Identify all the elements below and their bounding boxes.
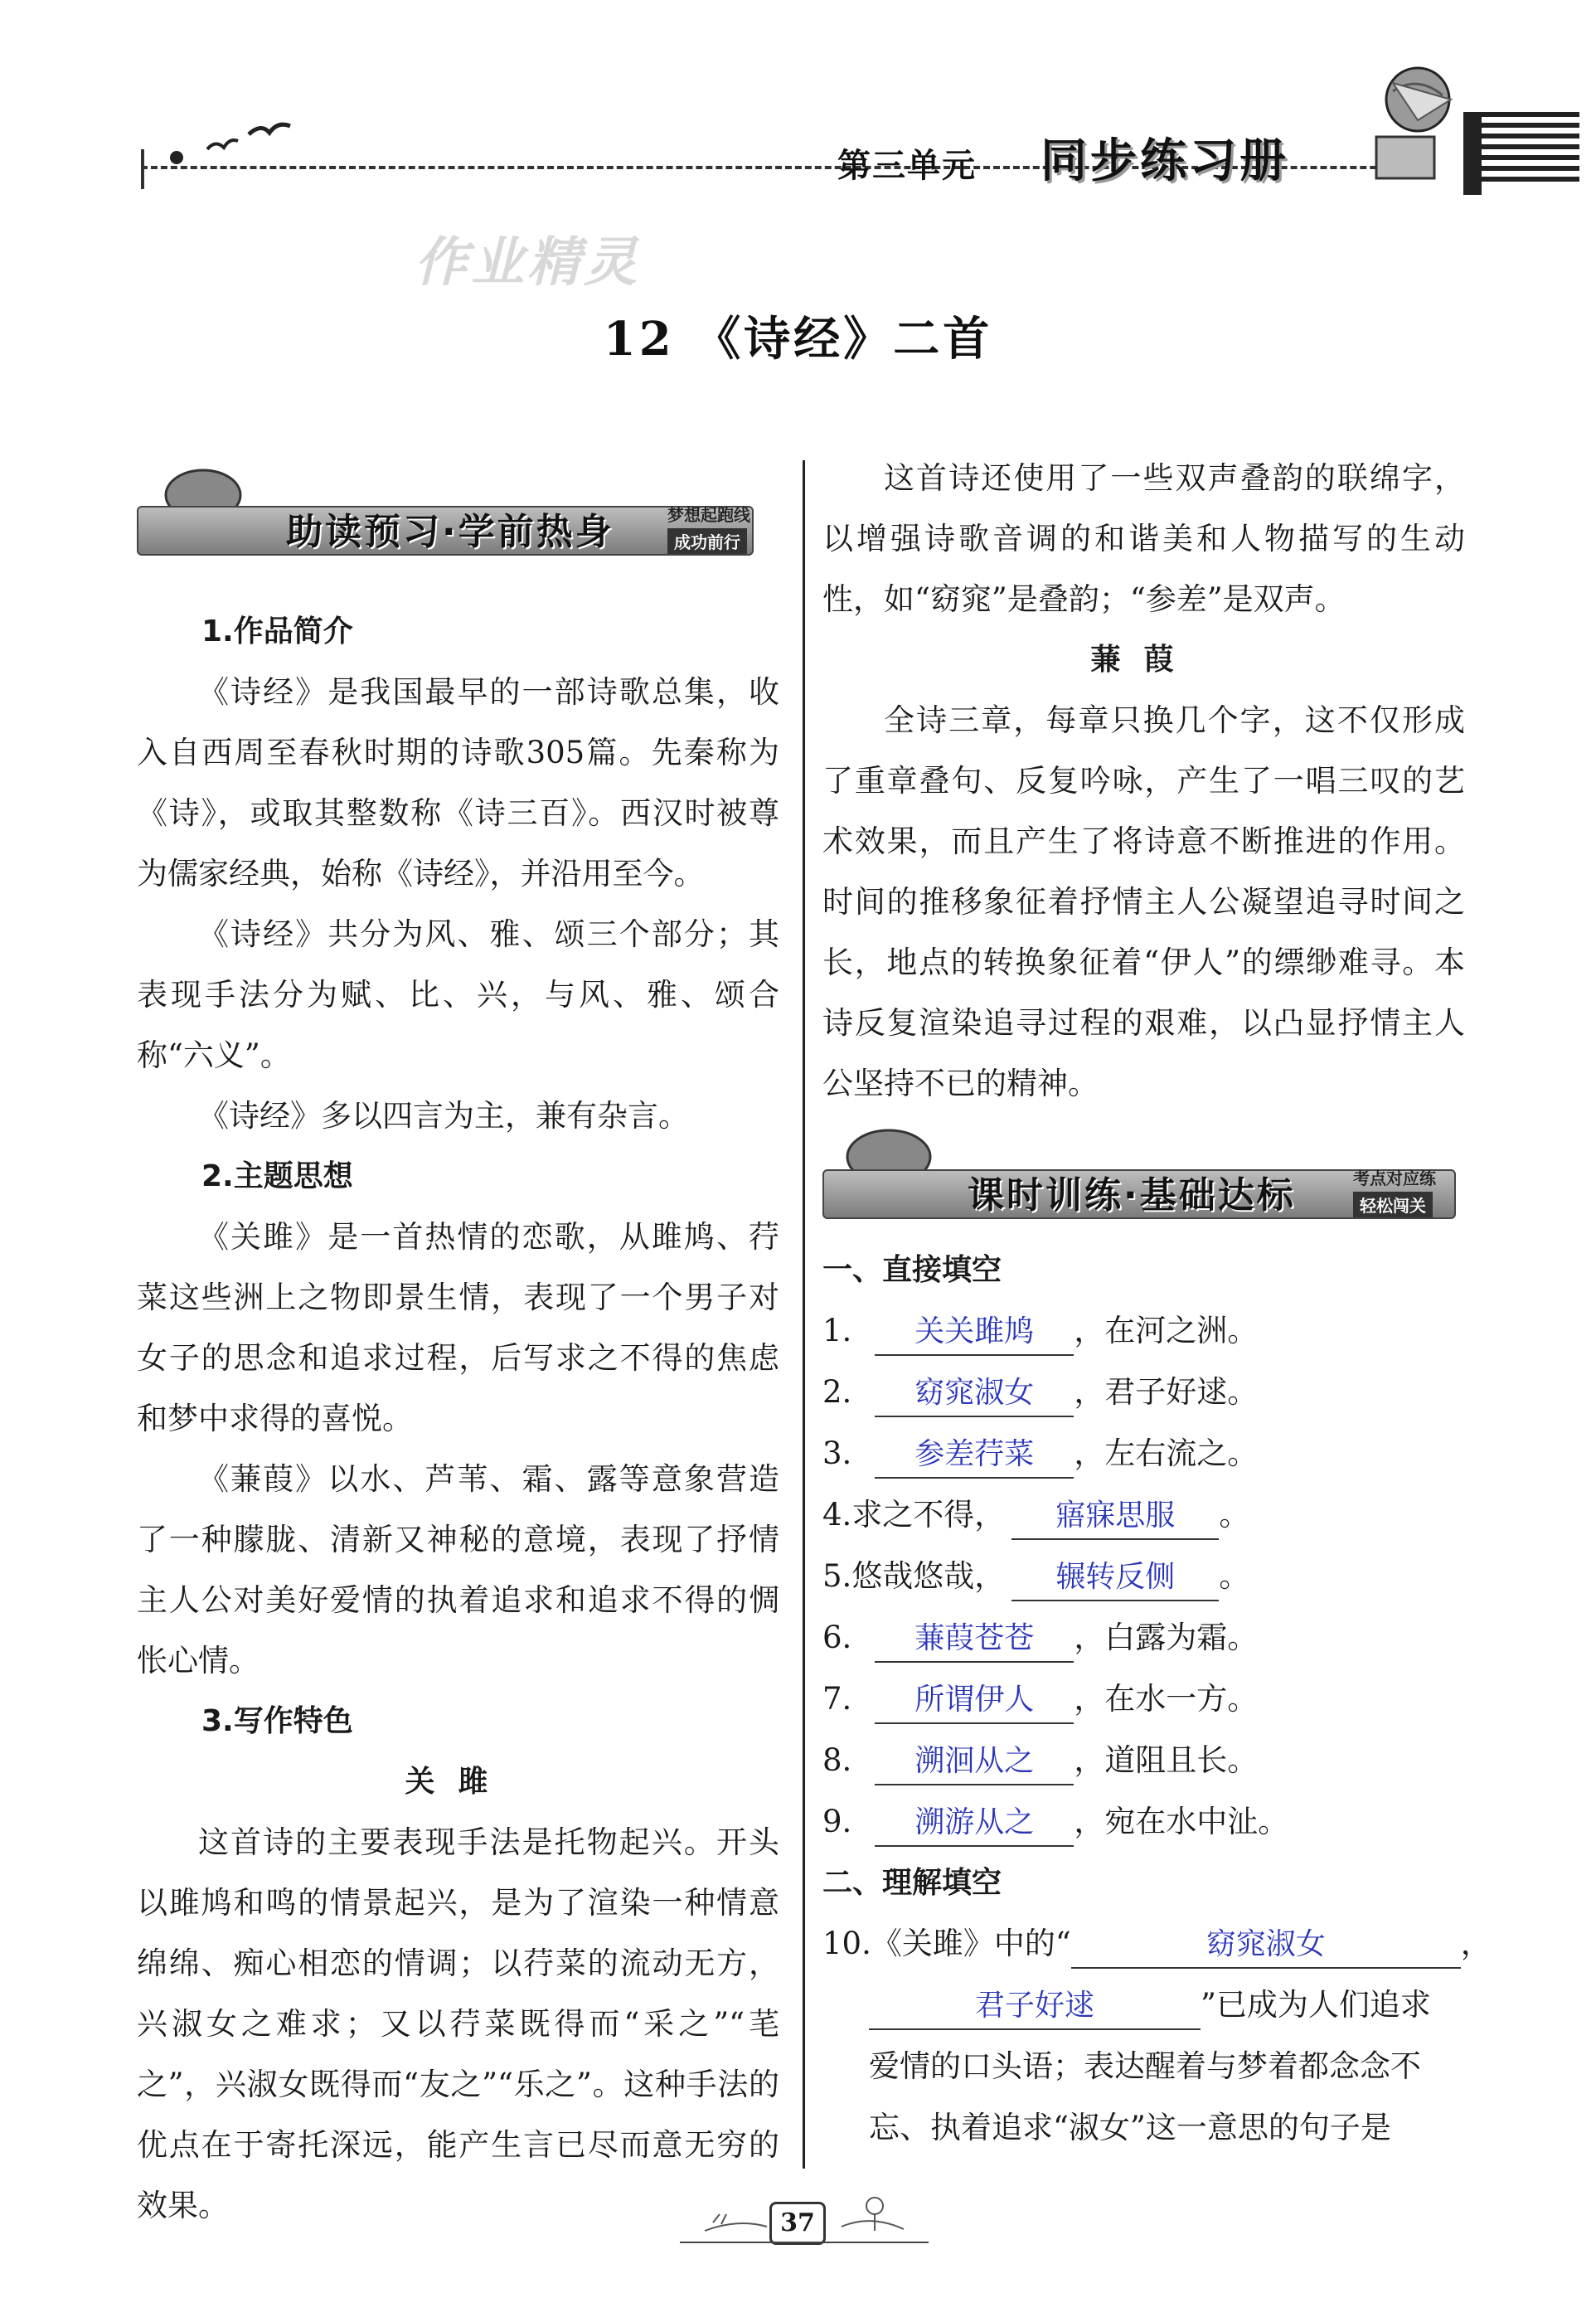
answer-blank[interactable]: 辗转反侧 xyxy=(1011,1555,1219,1601)
banner-tag-top: 考点对应练 xyxy=(1353,1168,1436,1188)
fill-in-item xyxy=(822,1362,1465,1423)
para-style-3: 全诗三章，每章只换几个字，这不仅形成了重章叠句、反复吟咏，产生了一唱三叹的艺术效果，而且产生了将诗意不断推进的作用。时间的推移象征着抒情主人公凝望追寻时间之长，地点的转换象征着“伊人”的缥缈难寻。本诗反复渲染追寻过程的艰难，以凸显抒情主人公坚持不已的精神。 xyxy=(822,702,1465,1101)
answer-blank[interactable]: 参差荇菜 xyxy=(875,1432,1074,1479)
book-name: 同步练习册 xyxy=(1041,134,1289,188)
banner-text: 课时训练·基础达标 xyxy=(968,1174,1296,1217)
item-suffix: ，宛在水中沚。 xyxy=(1074,1804,1289,1839)
item-number: 1. xyxy=(822,1313,852,1348)
item-suffix: ，左右流之。 xyxy=(1074,1435,1259,1471)
q10-blank-1[interactable]: 窈窕淑女 xyxy=(1071,1922,1461,1969)
page-number: 37 xyxy=(769,2202,826,2245)
item-suffix: ，道阻且长。 xyxy=(1074,1742,1259,1778)
page-title: 12 《诗经》二首 xyxy=(603,312,993,367)
footer-rule xyxy=(680,2242,929,2243)
banner-tag-bottom: 轻松闯关 xyxy=(1353,1192,1433,1217)
answer-blank[interactable]: 溯洄从之 xyxy=(875,1739,1074,1785)
fill-in-item xyxy=(822,1423,1465,1484)
birds-icon xyxy=(203,116,294,166)
answer-blank[interactable]: 蒹葭苍苍 xyxy=(875,1616,1074,1663)
item-suffix: ，在河之洲。 xyxy=(1074,1313,1259,1348)
banner-tag-bottom: 成功前行 xyxy=(667,528,747,554)
subheading-jianjia: 蒹葭 xyxy=(1090,643,1197,677)
banner-text: 助读预习·学前热身 xyxy=(286,511,614,553)
header-dot xyxy=(170,151,183,164)
item-suffix: ，在水一方。 xyxy=(1074,1681,1259,1717)
section-comprehension-fill: 二、理解填空 xyxy=(822,1866,1002,1900)
fill-in-item xyxy=(822,1791,1465,1853)
item-prefix: 悠哉悠哉， xyxy=(851,1558,1006,1594)
item-number: 7. xyxy=(822,1681,852,1717)
item-suffix: ，君子好逑。 xyxy=(1074,1374,1259,1410)
q10-prefix: 10.《关雎》中的“ xyxy=(822,1926,1071,1961)
item-suffix: ，白露为霜。 xyxy=(1074,1620,1259,1655)
unit-label: 第三单元 xyxy=(837,147,977,185)
para-style-2: 这首诗还使用了一些双声叠韵的联绵字，以增强诗歌音调的和谐美和人物描写的生动性，如“窈窕”是叠韵；“参差”是双声。 xyxy=(822,460,1465,617)
header-stripes xyxy=(1463,112,1579,195)
preview-banner xyxy=(137,460,779,576)
fill-in-item xyxy=(822,1669,1465,1730)
item-number: 6. xyxy=(822,1620,852,1655)
fill-in-item xyxy=(822,1607,1465,1669)
para-intro-1: 《诗经》是我国最早的一部诗歌总集，收入自西周至春秋时期的诗歌305篇。先秦称为《诗》，或取其整数称《诗三百》。西汉时被尊为儒家经典，始称《诗经》，并沿用至今。 xyxy=(137,674,779,891)
para-theme-2: 《蒹葭》以水、芦苇、霜、露等意象营造了一种朦胧、清新又神秘的意境，表现了抒情主人公对美好爱情的执着追求和追求不得的惆怅心情。 xyxy=(137,1461,779,1678)
q10-after: ”已成为人们追求 xyxy=(1201,1987,1431,2023)
answer-blank[interactable]: 窈窕淑女 xyxy=(875,1371,1074,1417)
para-style-1: 这首诗的主要表现手法是托物起兴。开头以雎鸠和鸣的情景起兴，是为了渲染一种情意绵绵、痴心相恋的情调；以荇菜的流动无方，兴淑女之难求；又以荇菜既得而“采之”“芼之”，兴淑女既得而“友之”“乐之”。这种手法的优点在于寄托深远，能产生言已尽而意无穷的效果。 xyxy=(137,1824,779,2223)
question-10-line-4: 忘、执着追求“淑女”这一意思的句子是 xyxy=(869,2110,1391,2145)
q10-blank-2[interactable]: 君子好逑 xyxy=(869,1984,1201,2030)
fill-in-item xyxy=(822,1484,1465,1546)
para-theme-1: 《关雎》是一首热情的恋歌，从雎鸠、荇菜这些洲上之物即景生情，表现了一个男子对女子的思念和追求过程，后写求之不得的焦虑和梦中求得的喜悦。 xyxy=(137,1219,779,1436)
item-number: 3. xyxy=(822,1435,852,1471)
fill-in-item xyxy=(822,1300,1465,1362)
item-number: 4. xyxy=(822,1497,852,1533)
subheading-guanju: 关雎 xyxy=(405,1765,512,1799)
answer-blank[interactable]: 关关雎鸠 xyxy=(875,1309,1074,1356)
answer-blank[interactable]: 寤寐思服 xyxy=(1011,1494,1219,1540)
heading-style: 3.写作特色 xyxy=(201,1704,353,1738)
heading-theme: 2.主题思想 xyxy=(201,1159,353,1193)
item-number: 5. xyxy=(822,1558,852,1594)
header-rule-vertical xyxy=(141,149,144,189)
watermark: 作业精灵 xyxy=(415,232,640,294)
banner-tag-top: 梦想起跑线 xyxy=(667,505,750,525)
item-suffix: 。 xyxy=(1219,1558,1250,1594)
globe-icon xyxy=(1368,58,1459,182)
para-intro-2: 《诗经》共分为风、雅、颂三个部分；其表现手法分为赋、比、兴，与风、雅、颂合称“六义”。 xyxy=(137,916,779,1073)
q10-comma: ， xyxy=(1460,1926,1492,1961)
answer-blank[interactable]: 溯游从之 xyxy=(875,1800,1074,1847)
column-divider xyxy=(803,460,805,2169)
answer-blank[interactable]: 所谓伊人 xyxy=(875,1678,1074,1724)
left-column xyxy=(137,460,779,2236)
page-header xyxy=(0,0,1596,216)
para-intro-3: 《诗经》多以四言为主，兼有杂言。 xyxy=(198,1098,689,1134)
question-10-line-1 xyxy=(822,1913,1492,1975)
fill-in-list xyxy=(822,1300,1465,1853)
exercise-banner xyxy=(822,1124,1465,1240)
question-10-line-2 xyxy=(822,1975,1465,2036)
item-number: 9. xyxy=(822,1804,852,1839)
fill-in-item xyxy=(822,1546,1465,1607)
item-suffix: 。 xyxy=(1219,1497,1250,1533)
item-number: 2. xyxy=(822,1374,852,1410)
heading-intro: 1.作品简介 xyxy=(201,615,353,649)
right-column xyxy=(822,448,1492,2159)
item-number: 8. xyxy=(822,1742,852,1778)
item-prefix: 求之不得， xyxy=(851,1497,1006,1533)
question-10-line-3: 爱情的口头语；表达醒着与梦着都念念不 xyxy=(869,2048,1421,2084)
section-direct-fill: 一、直接填空 xyxy=(822,1253,1002,1287)
fill-in-item xyxy=(822,1730,1465,1791)
